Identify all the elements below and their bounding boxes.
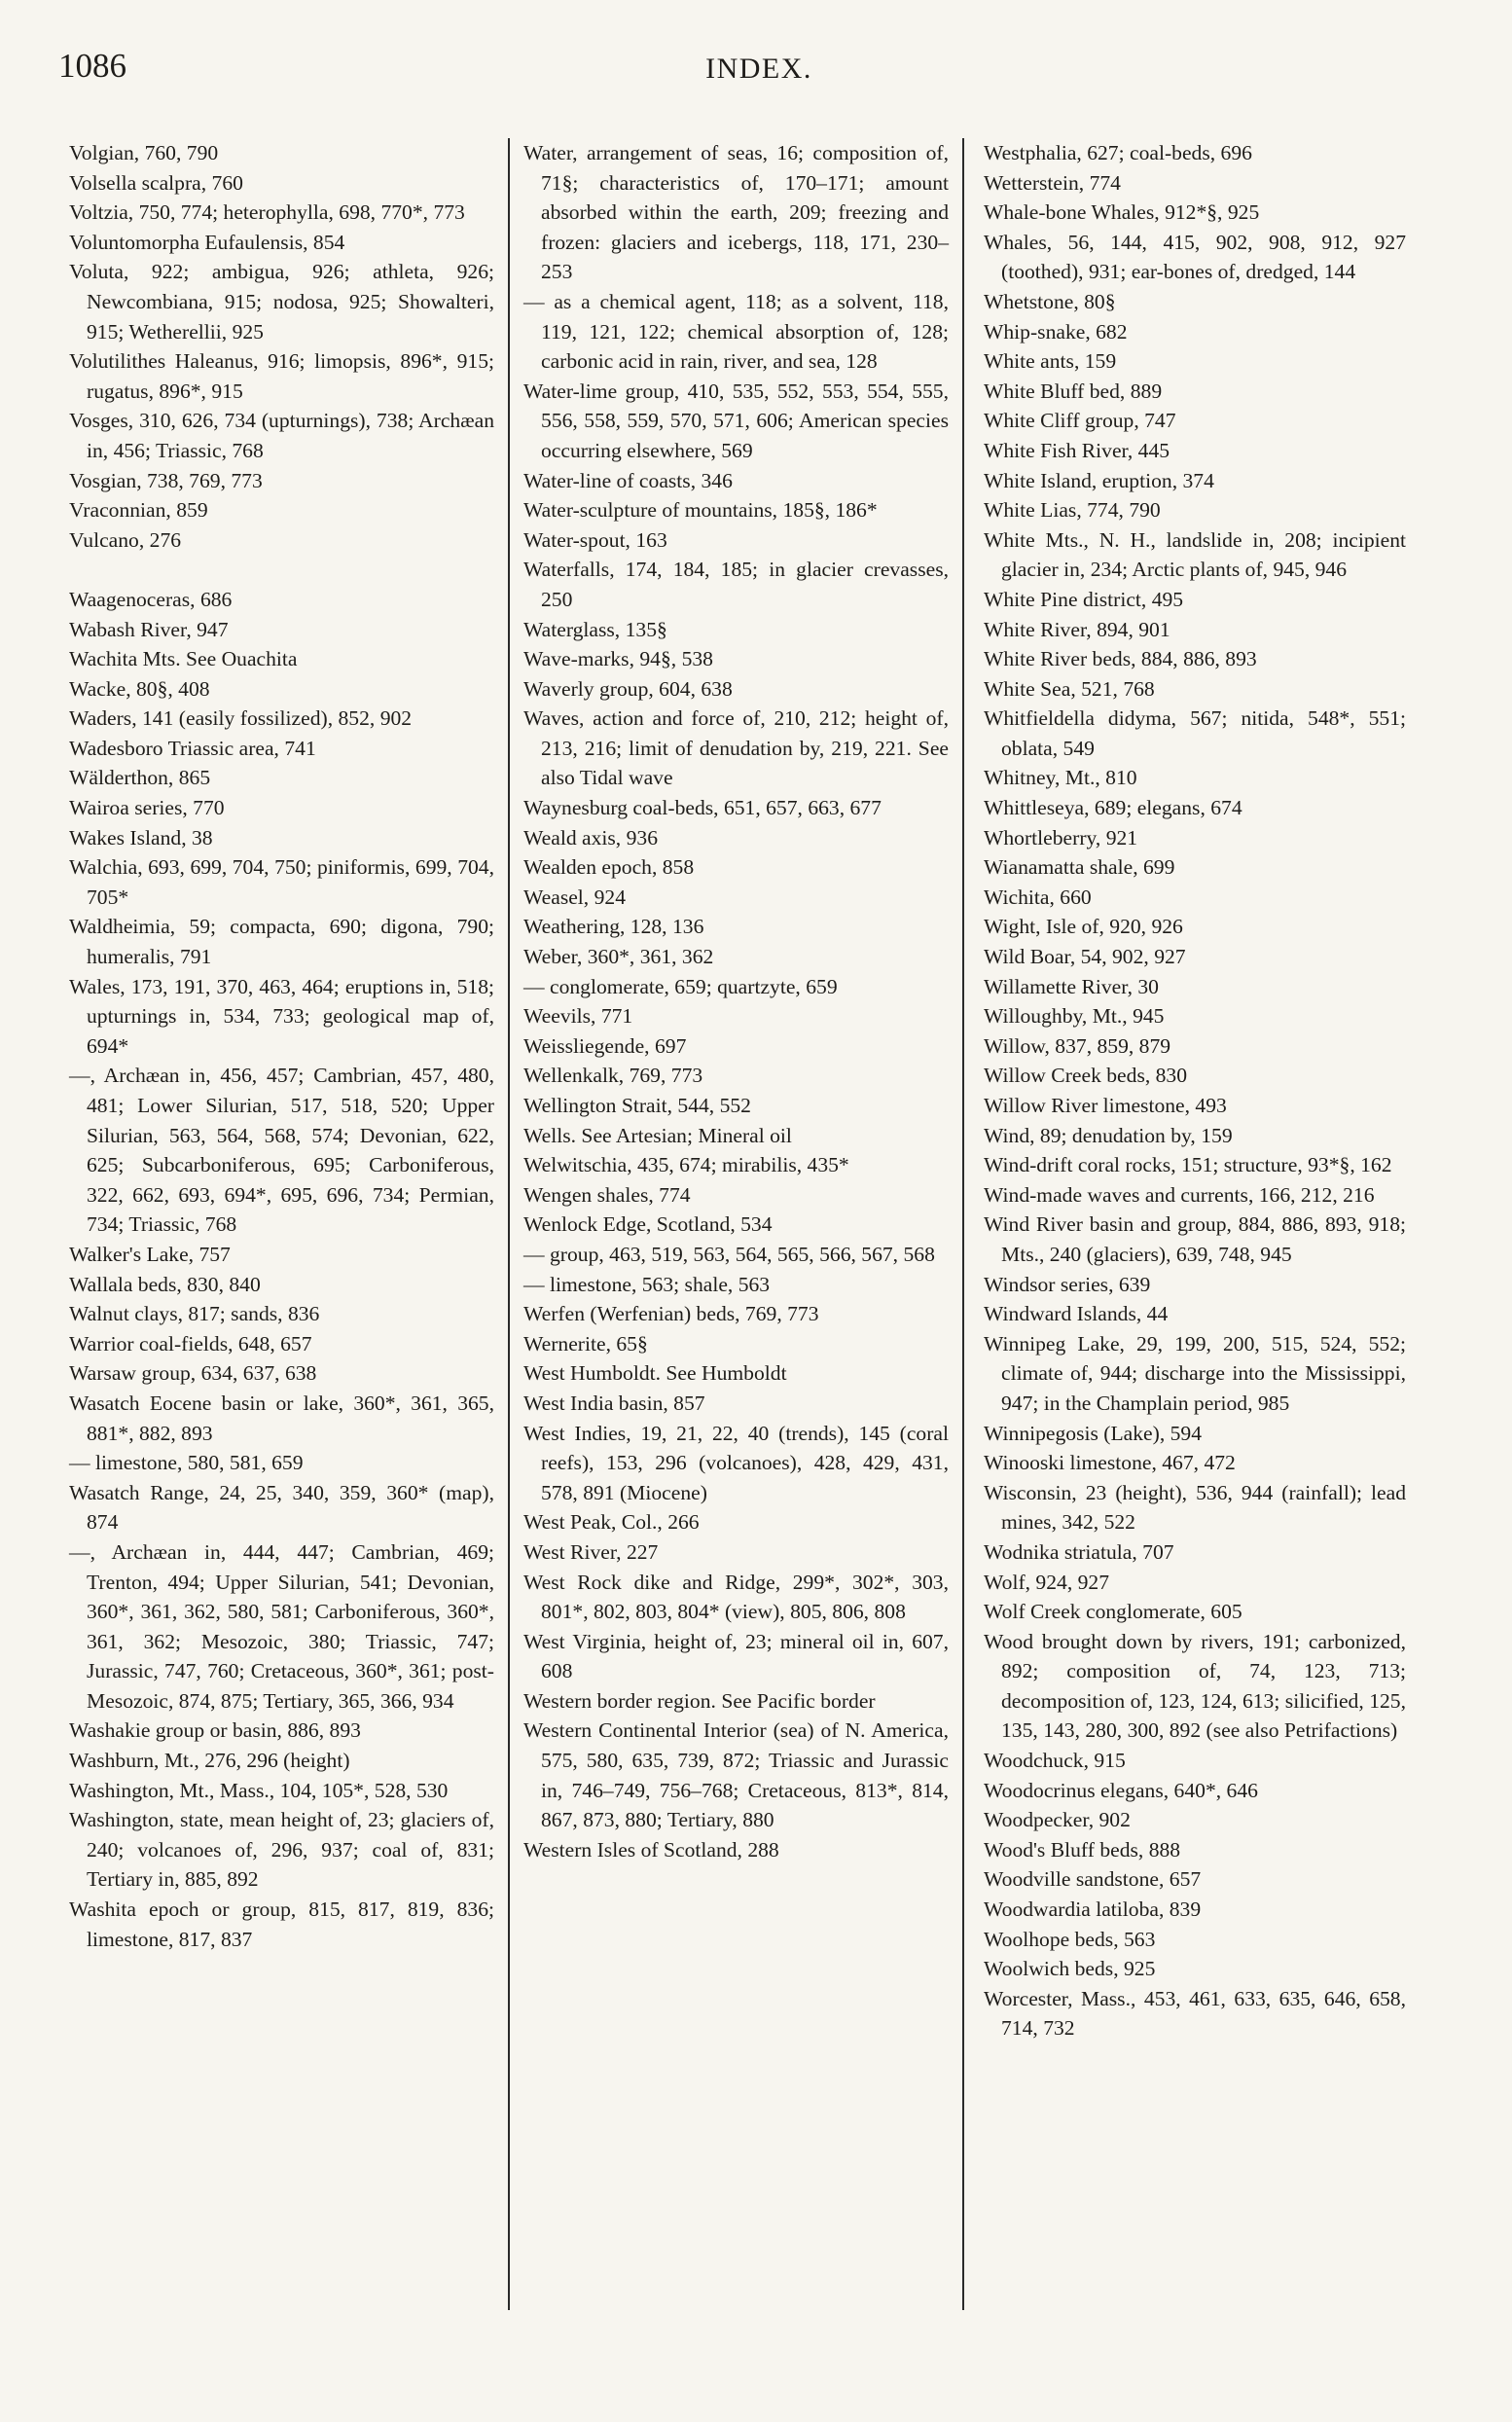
index-entry: Western Continental Interior (sea) of N. America, 575, 580, 635, 739, 872; Triassic and Jurassic in, 746–749, 756–768; Cretaceous, 813*, 814, 867, 873, 880; Tertiary, 880: [523, 1718, 949, 1832]
index-entry: Woodchuck, 915: [984, 1749, 1126, 1773]
index-entry: Walchia, 693, 699, 704, 750; piniformis, 699, 704, 705*: [69, 855, 494, 909]
index-entry: Windward Islands, 44: [984, 1302, 1169, 1326]
index-entry: Wairoa series, 770: [69, 796, 225, 820]
index-entry: Windsor series, 639: [984, 1272, 1151, 1296]
index-entry: Walker's Lake, 757: [69, 1242, 231, 1266]
index-entry: Whitfieldella didyma, 567; nitida, 548*, 551; oblata, 549: [984, 706, 1406, 760]
index-column-3: [984, 138, 1406, 2043]
index-entry: Wales, 173, 191, 370, 463, 464; eruptions in, 518; upturnings in, 534, 733; geological map of, 694*: [69, 974, 494, 1058]
index-entry: Washburn, Mt., 276, 296 (height): [69, 1749, 350, 1773]
index-entry: Warsaw group, 634, 637, 638: [69, 1361, 317, 1386]
index-entry: Werfen (Werfenian) beds, 769, 773: [523, 1302, 819, 1326]
index-entry: Water-spout, 163: [523, 527, 667, 552]
index-entry: Waagenoceras, 686: [69, 587, 233, 611]
page-title: INDEX.: [705, 53, 812, 85]
index-entry: White Mts., N. H., landslide in, 208; incipient glacier in, 234; Arctic plants of, 945, 946: [984, 527, 1406, 582]
index-entry: Wind-drift coral rocks, 151; structure, 93*§, 162: [984, 1153, 1392, 1177]
index-entry: White Cliff group, 747: [984, 409, 1176, 433]
index-entry: Wasatch Eocene basin or lake, 360*, 361, 365, 881*, 882, 893: [69, 1391, 494, 1445]
index-entry: Walnut clays, 817; sands, 836: [69, 1302, 320, 1326]
page-number: 1086: [58, 47, 126, 85]
index-entry: Woolwich beds, 925: [984, 1957, 1156, 1981]
index-entry: — conglomerate, 659; quartzyte, 659: [523, 974, 838, 998]
index-entry: Water, arrangement of seas, 16; composition of, 71§; characteristics of, 170–171; amount absorbed within the earth, 209; freezing and frozen: glaciers and icebergs, 118, 171, 230–253: [523, 141, 949, 284]
index-entry: Volgian, 760, 790: [69, 141, 219, 164]
page-header: [58, 47, 1459, 95]
index-entry: Wild Boar, 54, 902, 927: [984, 945, 1186, 969]
index-entry: White Bluff bed, 889: [984, 379, 1163, 403]
index-entry: Wodnika striatula, 707: [984, 1539, 1174, 1564]
index-entry: Winnipegosis (Lake), 594: [984, 1421, 1203, 1445]
index-entry: Weissliegende, 697: [523, 1033, 687, 1058]
index-entry: Wealden epoch, 858: [523, 855, 695, 880]
index-entry: White Fish River, 445: [984, 438, 1170, 462]
index-entry: Woodpecker, 902: [984, 1808, 1131, 1832]
index-entry: Whale-bone Whales, 912*§, 925: [984, 200, 1260, 225]
index-entry: White Pine district, 495: [984, 587, 1184, 611]
index-entry: Wacke, 80§, 408: [69, 676, 210, 701]
index-entry: Whortleberry, 921: [984, 825, 1138, 850]
index-entry: Weathering, 128, 136: [523, 915, 704, 939]
index-entry: Winooski limestone, 467, 472: [984, 1451, 1236, 1475]
index-entry: Worcester, Mass., 453, 461, 633, 635, 646, 658, 714, 732: [984, 1986, 1406, 2041]
index-entry: Washington, state, mean height of, 23; glaciers of, 240; volcanoes of, 296, 937; coal of, 831; Tertiary in, 885, 892: [69, 1808, 494, 1892]
index-entry: Winnipeg Lake, 29, 199, 200, 515, 524, 552; climate of, 944; discharge into the Mississippi, 947; in the Champlain period, 985: [984, 1331, 1406, 1415]
index-entry: Wengen shales, 774: [523, 1182, 691, 1207]
index-entry: — as a chemical agent, 118; as a solvent, 118, 119, 121, 122; chemical absorption of, 128; carbonic acid in rain, river, and sea, 128: [523, 289, 949, 374]
index-entry: Wisconsin, 23 (height), 536, 944 (rainfall); lead mines, 342, 522: [984, 1480, 1406, 1535]
index-entry: — limestone, 563; shale, 563: [523, 1272, 771, 1296]
index-entry: Waterfalls, 174, 184, 185; in glacier crevasses, 250: [523, 558, 949, 611]
index-entry: Waldheimia, 59; compacta, 690; digona, 790; humeralis, 791: [69, 915, 494, 969]
index-entry: Wabash River, 947: [69, 617, 229, 641]
index-entry: Western border region. See Pacific border: [523, 1688, 876, 1713]
index-entry: Wakes Island, 38: [69, 825, 213, 850]
index-entry: West Virginia, height of, 23; mineral oil in, 607, 608: [523, 1629, 949, 1683]
index-entry: Wood's Bluff beds, 888: [984, 1837, 1181, 1862]
index-entry: —, Archæan in, 444, 447; Cambrian, 469; Trenton, 494; Upper Silurian, 541; Devonian, 360*, 361, 362, 580, 581; Carboniferous, 360*, 361, 362; Mesozoic, 380; Triassic, 747; Jurassic, 747, 760; Cretaceous, 360*, 361; post-Mesozoic, 874, 875; Tertiary, 365, 366, 934: [69, 1539, 494, 1713]
index-entry: Wind-made waves and currents, 166, 212, 216: [984, 1182, 1375, 1207]
index-entry: Willamette River, 30: [984, 974, 1159, 998]
index-entry: Wadesboro Triassic area, 741: [69, 736, 316, 760]
index-entry: Water-sculpture of mountains, 185§, 186*: [523, 498, 878, 523]
index-entry: Whitney, Mt., 810: [984, 766, 1137, 790]
index-entry: Weber, 360*, 361, 362: [523, 945, 714, 969]
index-entry: Wellenkalk, 769, 773: [523, 1064, 703, 1088]
index-entry: Wianamatta shale, 699: [984, 855, 1175, 880]
index-entry: Washita epoch or group, 815, 817, 819, 836; limestone, 817, 837: [69, 1898, 494, 1951]
index-entry: Wolf Creek conglomerate, 605: [984, 1600, 1242, 1624]
index-entry: West Humboldt. See Humboldt: [523, 1361, 787, 1386]
index-entry: Waders, 141 (easily fossilized), 852, 902: [69, 706, 413, 731]
index-entry: Woodville sandstone, 657: [984, 1867, 1202, 1892]
index-entry: Weald axis, 936: [523, 825, 658, 850]
index-entry: Wälderthon, 865: [69, 766, 211, 790]
index-entry: Warrior coal-fields, 648, 657: [69, 1331, 312, 1356]
index-entry: Waverly group, 604, 638: [523, 676, 733, 701]
section-gap: [69, 555, 494, 585]
index-entry: Willow, 837, 859, 879: [984, 1033, 1171, 1058]
index-entry: Waves, action and force of, 210, 212; height of, 213, 216; limit of denudation by, 219, 221. See also Tidal wave: [523, 706, 949, 790]
index-entry: Weevils, 771: [523, 1004, 633, 1029]
index-entry: White Island, eruption, 374: [984, 468, 1214, 492]
index-column-2: [523, 138, 949, 1864]
index-column-1: [69, 138, 494, 1954]
index-entry: Volutilithes Haleanus, 916; limopsis, 896*, 915; rugatus, 896*, 915: [69, 349, 494, 403]
index-entry: — group, 463, 519, 563, 564, 565, 566, 567, 568: [523, 1242, 935, 1266]
index-entry: Voluta, 922; ambigua, 926; athleta, 926; Newcombiana, 915; nodosa, 925; Showalteri, 915; Wetherellii, 925: [69, 260, 494, 343]
index-entry: Whittleseya, 689; elegans, 674: [984, 796, 1242, 820]
index-entry: Willow Creek beds, 830: [984, 1064, 1188, 1088]
index-entry: Wachita Mts. See Ouachita: [69, 647, 298, 671]
index-entry: Wallala beds, 830, 840: [69, 1272, 261, 1296]
index-entry: Washington, Mt., Mass., 104, 105*, 528, 530: [69, 1778, 449, 1802]
index-entry: Wave-marks, 94§, 538: [523, 647, 713, 671]
index-entry: White River beds, 884, 886, 893: [984, 647, 1257, 671]
index-entry: Voltzia, 750, 774; heterophylla, 698, 770*, 773: [69, 200, 465, 225]
index-entry: Whip-snake, 682: [984, 319, 1128, 343]
index-entry: Weasel, 924: [523, 885, 626, 909]
index-entry: Willoughby, Mt., 945: [984, 1004, 1165, 1029]
index-entry: Waynesburg coal-beds, 651, 657, 663, 677: [523, 796, 882, 820]
index-entry: White ants, 159: [984, 349, 1117, 374]
index-entry: Wetterstein, 774: [984, 170, 1121, 195]
index-entry: Wood brought down by rivers, 191; carbonized, 892; composition of, 74, 123, 713; decomposition of, 123, 124, 613; silicified, 125, 135, 143, 280, 300, 892 (see also Petrifactions): [984, 1629, 1406, 1743]
index-entry: West Rock dike and Ridge, 299*, 302*, 303, 801*, 802, 803, 804* (view), 805, 806, 808: [523, 1570, 949, 1624]
column-divider: [508, 138, 510, 2310]
index-entry: Wind, 89; denudation by, 159: [984, 1123, 1233, 1147]
index-entry: Wasatch Range, 24, 25, 340, 359, 360* (map), 874: [69, 1480, 494, 1535]
index-entry: West Indies, 19, 21, 22, 40 (trends), 145 (coral reefs), 153, 296 (volcanoes), 428, 429, 431, 578, 891 (Miocene): [523, 1421, 949, 1504]
index-entry: Wernerite, 65§: [523, 1331, 648, 1356]
index-entry: Westphalia, 627; coal-beds, 696: [984, 141, 1252, 164]
index-entry: Washakie group or basin, 886, 893: [69, 1718, 361, 1743]
index-entry: Wolf, 924, 927: [984, 1570, 1110, 1594]
index-entry: White Lias, 774, 790: [984, 498, 1161, 523]
index-entry: Wells. See Artesian; Mineral oil: [523, 1123, 792, 1147]
index-entry: Volsella scalpra, 760: [69, 170, 243, 195]
index-entry: Water-line of coasts, 346: [523, 468, 733, 492]
index-entry: Wenlock Edge, Scotland, 534: [523, 1212, 773, 1237]
index-entry: White River, 894, 901: [984, 617, 1170, 641]
index-entry: Vosgian, 738, 769, 773: [69, 468, 263, 492]
index-entry: Whetstone, 80§: [984, 289, 1116, 313]
index-entry: Wind River basin and group, 884, 886, 893, 918; Mts., 240 (glaciers), 639, 748, 945: [984, 1212, 1406, 1266]
index-entry: White Sea, 521, 768: [984, 676, 1155, 701]
index-entry: Wellington Strait, 544, 552: [523, 1094, 751, 1117]
index-entry: —, Archæan in, 456, 457; Cambrian, 457, 480, 481; Lower Silurian, 517, 518, 520; Upper Silurian, 563, 564, 568, 574; Devonian, 622, 625; Subcarboniferous, 695; Carboniferous, 322, 662, 693, 694*, 695, 696, 734; Permian, 734; Triassic, 768: [69, 1064, 494, 1237]
index-entry: Welwitschia, 435, 674; mirabilis, 435*: [523, 1153, 849, 1177]
index-entry: West India basin, 857: [523, 1391, 705, 1415]
index-entry: Wight, Isle of, 920, 926: [984, 915, 1183, 939]
index-entry: Waterglass, 135§: [523, 617, 667, 641]
index-entry: West Peak, Col., 266: [523, 1510, 700, 1535]
index-entry: Woolhope beds, 563: [984, 1927, 1156, 1951]
index-entry: Vosges, 310, 626, 734 (upturnings), 738; Archæan in, 456; Triassic, 768: [69, 409, 494, 462]
index-entry: Voluntomorpha Eufaulensis, 854: [69, 230, 345, 254]
column-divider: [962, 138, 964, 2310]
index-entry: Willow River limestone, 493: [984, 1094, 1227, 1117]
index-entry: Wichita, 660: [984, 885, 1092, 909]
index-entry: West River, 227: [523, 1539, 659, 1564]
index-entry: Vraconnian, 859: [69, 498, 208, 523]
index-entry: Vulcano, 276: [69, 527, 182, 552]
index-entry: Water-lime group, 410, 535, 552, 553, 554, 555, 556, 558, 559, 570, 571, 606; American species occurring elsewhere, 569: [523, 379, 949, 462]
index-entry: — limestone, 580, 581, 659: [69, 1451, 304, 1475]
index-entry: Woodwardia latiloba, 839: [984, 1898, 1202, 1922]
index-entry: Whales, 56, 144, 415, 902, 908, 912, 927 (toothed), 931; ear-bones of, dredged, 144: [984, 230, 1406, 284]
index-entry: Western Isles of Scotland, 288: [523, 1837, 779, 1862]
index-entry: Woodocrinus elegans, 640*, 646: [984, 1778, 1258, 1802]
